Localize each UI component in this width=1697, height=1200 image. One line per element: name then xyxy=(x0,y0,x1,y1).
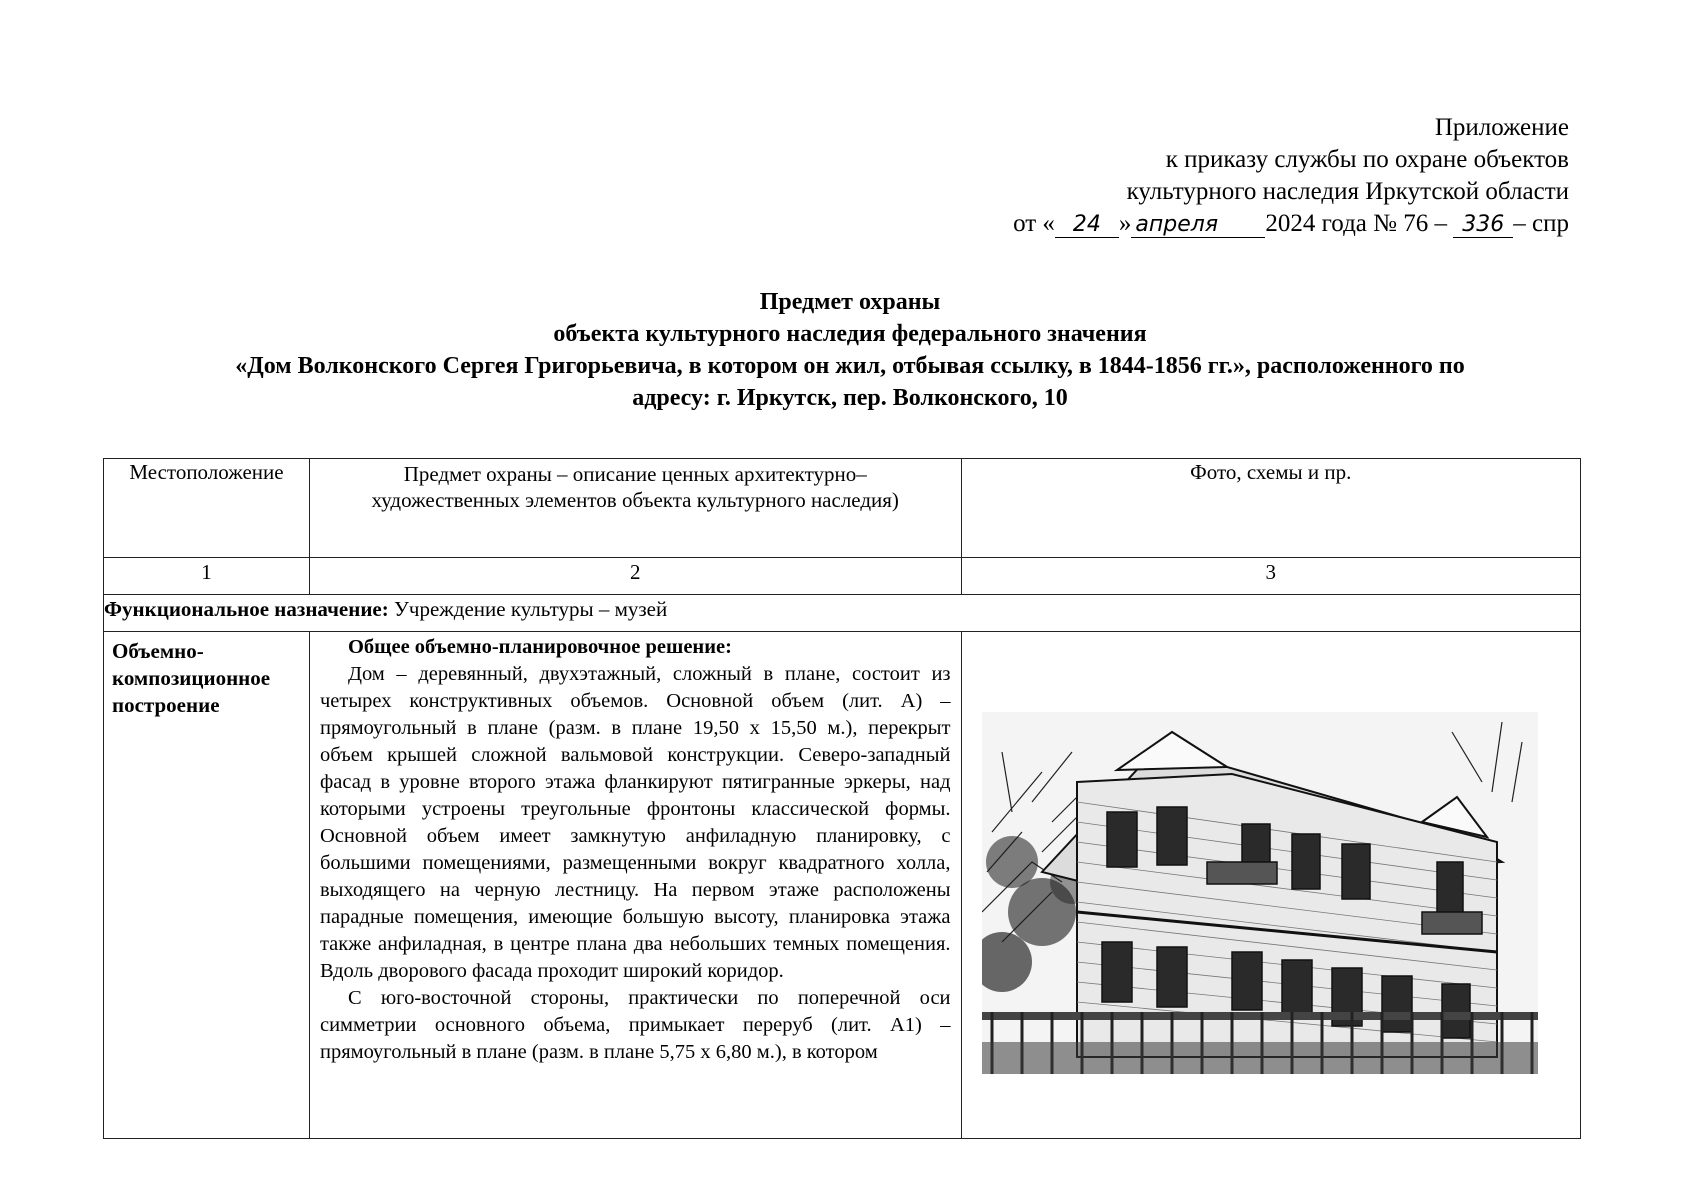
table-row xyxy=(104,632,1581,1139)
table-header-row xyxy=(104,459,1581,558)
description-cell xyxy=(309,632,961,1139)
appendix-title: Приложение xyxy=(1434,114,1569,141)
description-paragraph-1: Дом – деревянный, двухэтажный, сложный в плане, состоит из четырех конструктивных объемов. Основной объем (лит. А) – прямоугольный в плане (разм. в плане 19,50 х 15,50 м.), перекрыт объем крышей сложной вальмовой конструкции. Северо-западный фасад в уровне второго этажа фланкируют пятигранные эркеры, над которыми устроены треугольные фронтоны классической формы. Основной объем имеет замкнутую анфиладную планировку, с большими помещениями, размещенными вокруг квадратного холла, выходящего на черную лестницу. На первом этаже расположены парадные помещения, имеющие большую высоту, планировка этажа также анфиладная, в центре плана два небольших темных помещения. Вдоль дворового фасада проходит широкий коридор. xyxy=(319,663,951,982)
function-row xyxy=(104,595,1581,632)
column-number: 3 xyxy=(961,558,1580,595)
location-cell: Объемно-композиционное построение xyxy=(104,632,310,1139)
title-line-4: адресу: г. Иркутск, пер. Волконского, 10 xyxy=(632,385,1068,411)
column-number: 2 xyxy=(309,558,961,595)
protection-table xyxy=(103,458,1581,1139)
function-value: Учреждение культуры – музей xyxy=(388,597,668,621)
appendix-order-ref: к приказу службы по охране объектов xyxy=(1165,146,1569,173)
header-location: Местоположение xyxy=(104,459,310,558)
appendix-agency: культурного наследия Иркутской области xyxy=(1126,178,1569,205)
title-line-3: «Дом Волконского Сергея Григорьевича, в котором он жил, отбывая ссылку, в 1844-1856 гг.», расположенного по xyxy=(235,353,1465,379)
order-suffix: – спр xyxy=(1513,210,1569,237)
date-quote: » xyxy=(1118,210,1132,237)
appendix-date-line xyxy=(1013,208,1569,240)
date-year: 2024 года № 76 – xyxy=(1265,210,1448,237)
title-line-2: объекта культурного наследия федерального значения xyxy=(553,321,1147,347)
title-line-1: Предмет охраны xyxy=(759,289,941,315)
header-photo: Фото, схемы и пр. xyxy=(961,459,1580,558)
date-day: 24 xyxy=(1055,213,1119,238)
function-label: Функциональное назначение: xyxy=(104,597,389,621)
date-prefix: от « xyxy=(1013,210,1055,237)
function-cell xyxy=(104,595,1581,632)
appendix-header xyxy=(1013,112,1569,240)
description-paragraph-2: С юго-восточной стороны, практически по поперечной оси симметрии основного объема, примыкает переруб (лит. А1) – прямоугольный в плане (разм. в плане 5,75 х 6,80 м.), в котором xyxy=(319,987,951,1063)
document-title xyxy=(120,286,1580,414)
column-number: 1 xyxy=(104,558,310,595)
photo-cell xyxy=(961,632,1580,1139)
header-description: Предмет охраны – описание ценных архитектурно–художественных элементов объекта культурного наследия) xyxy=(309,459,961,558)
column-number-row xyxy=(104,558,1581,595)
order-number: 336 xyxy=(1453,213,1513,238)
building-photo xyxy=(982,712,1538,1074)
date-month: апреля xyxy=(1131,213,1265,238)
description-subheading: Общее объемно-планировочное решение: xyxy=(347,636,732,658)
